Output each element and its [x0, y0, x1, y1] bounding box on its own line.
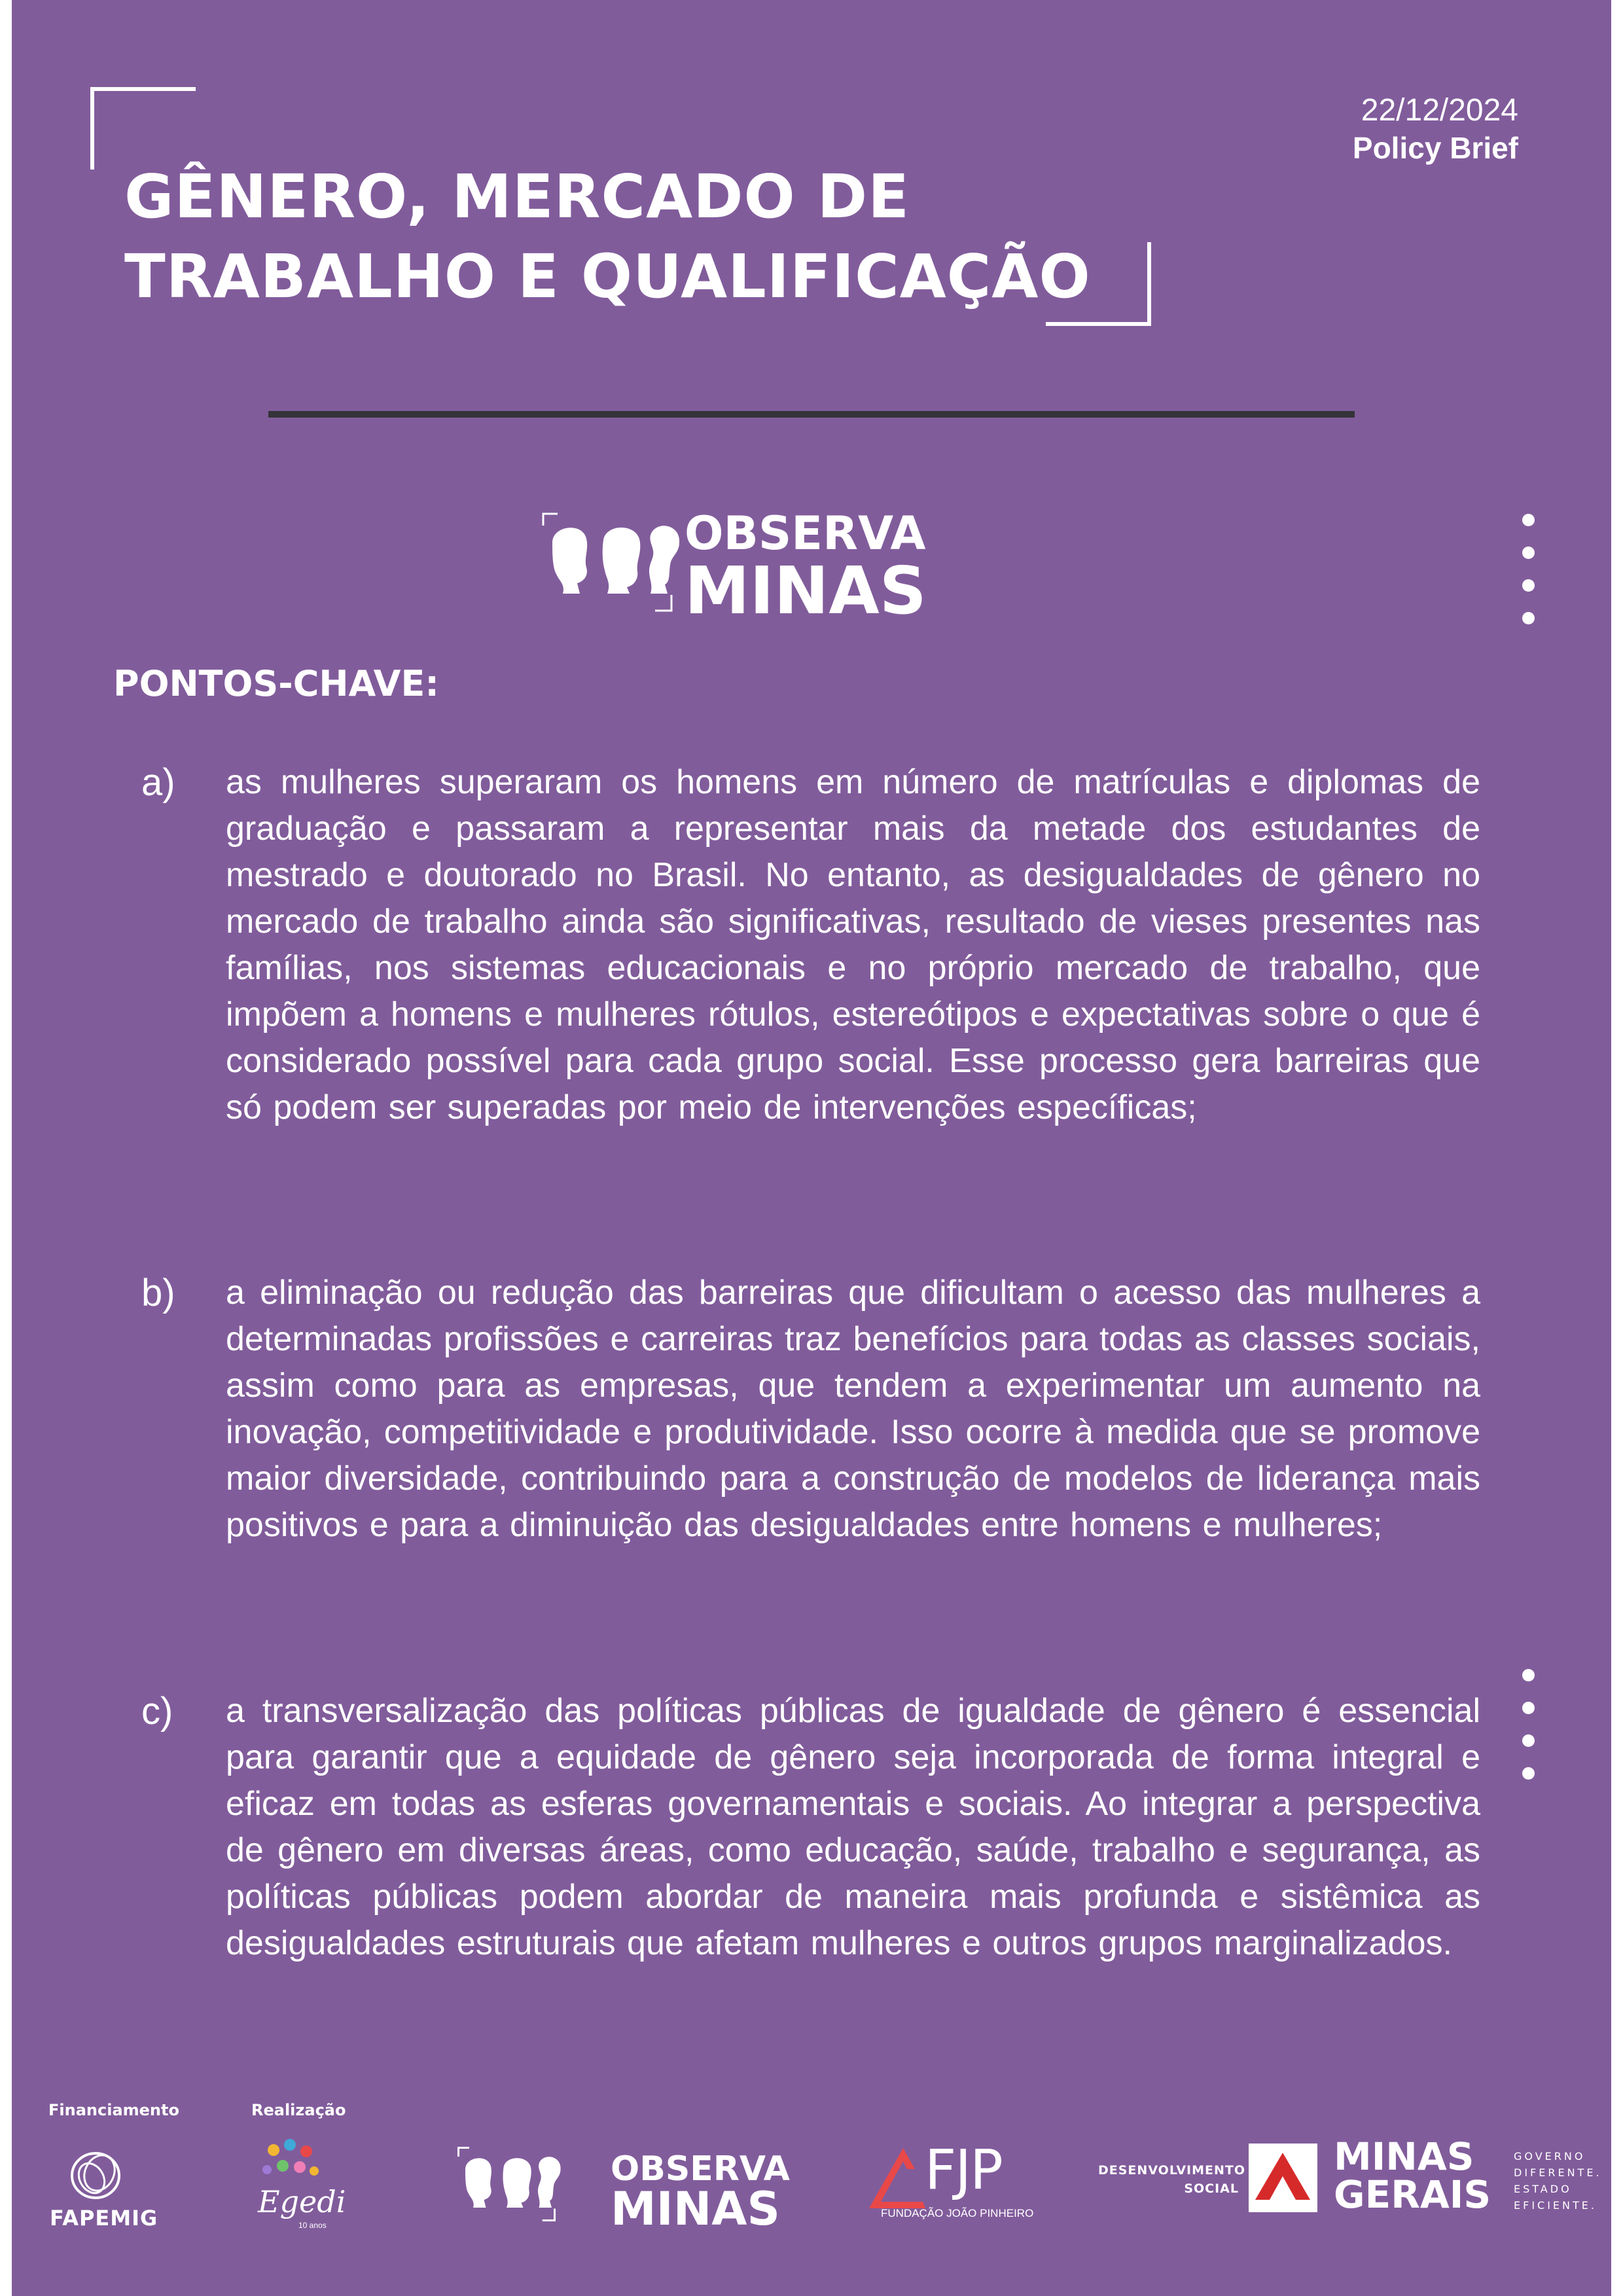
observa-minas-footer-logo: [416, 2147, 821, 2236]
footer-logo-line-1: OBSERVA: [611, 2149, 790, 2189]
women-profiles-icon: [416, 2147, 605, 2225]
key-point-text: as mulheres superaram os homens em número de matrículas e diplomas de graduação e passaram a representar mais da metade dos estudantes de mestrado e doutorado no Brasil. No entanto, as desigualdades de gênero no mercado de trabalho ainda são significativas, resultado de vieses presentes nas famílias, nos sistemas educacionais e no próprio mercado de trabalho, que impõem a homens e mulheres rótulos, estereótipos e expectativas sobre o que é considerado possível para cada grupo social. Esse processo gera barreiras que só podem ser superadas por meio de intervenções específicas;: [226, 763, 1480, 1126]
egedi-logo: [254, 2137, 346, 2232]
publication-date: 22/12/2024: [1361, 93, 1518, 128]
egedi-tagline: 10 anos: [298, 2221, 327, 2230]
minas-gerais-flag-icon: [1249, 2144, 1317, 2212]
title-line-1: GÊNERO, MERCADO DE: [124, 162, 910, 232]
key-point-a: [141, 759, 1480, 1131]
decorative-dots-top: [1522, 514, 1535, 645]
fjp-caption: FUNDAÇÃO JOÃO PINHEIRO: [881, 2207, 1034, 2219]
footer-logo-line-2: MINAS: [611, 2182, 780, 2236]
women-profiles-icon: [541, 512, 685, 617]
document-type: Policy Brief: [1352, 131, 1518, 165]
fjp-logo: [863, 2140, 1033, 2238]
egedi-wordmark: Egedi: [258, 2184, 346, 2219]
fapemig-wordmark: FAPEMIG: [50, 2206, 158, 2231]
financing-label: Financiamento: [48, 2101, 179, 2119]
key-point-marker: c): [141, 1690, 173, 1732]
key-point-text: a eliminação ou redução das barreiras que dificultam o acesso das mulheres a determinadas profissões e carreiras traz benefícios para todas as classes sociais, assim como para as empresas, que tendem a experimentar um aumento na inovação, competitividade e produtividade. Isso ocorre à medida que se promove maior diversidade, contribuindo para a construção de modelos de liderança mais positivos e para a diminuição das desigualdades entre homens e mulheres;: [226, 1274, 1480, 1544]
slogan-line-1: GOVERNO: [1514, 2150, 1586, 2162]
mg-line-1: MINAS: [1334, 2134, 1474, 2179]
logo-line-1: OBSERVA: [685, 507, 926, 560]
logo-line-2: MINAS: [685, 552, 927, 629]
fapemig-swirl-icon: [64, 2147, 130, 2206]
dev-social-line-2: SOCIAL: [1184, 2181, 1239, 2196]
minas-gerais-wordmark: [1334, 2134, 1491, 2217]
slogan-line-4: EFICIENTE.: [1514, 2199, 1597, 2212]
realization-label: Realização: [251, 2101, 346, 2119]
observa-minas-footer-wordmark: [611, 2149, 790, 2236]
mg-line-2: GERAIS: [1334, 2172, 1491, 2217]
dev-social-line-1: DESENVOLVIMENTO: [1098, 2163, 1246, 2178]
key-point-text: a transversalização das políticas públicas de igualdade de gênero é essencial para garantir que a equidade de gênero seja incorporada de forma integral e eficaz em todas as esferas governamentais e sociais. Ao integrar a perspectiva de gênero em diversas áreas, como educação, saúde, trabalho e segurança, as políticas públicas podem abordar de maneira mais profunda e sistêmica as desigualdades estruturais que afetam mulheres e outros grupos marginalizados.: [226, 1692, 1480, 1962]
date-block: [1353, 92, 1518, 166]
header-divider: [268, 411, 1355, 418]
desenvolvimento-social-label: [1098, 2161, 1246, 2198]
title-line-2: TRABALHO E QUALIFICAÇÃO: [124, 242, 1091, 312]
governo-slogan: [1514, 2148, 1602, 2214]
decorative-dots-middle: [1522, 1669, 1535, 1800]
key-point-c: [141, 1688, 1480, 1967]
observa-minas-logo: [541, 507, 1077, 629]
slogan-line-3: ESTADO: [1514, 2183, 1572, 2195]
key-point-marker: b): [141, 1272, 175, 1314]
fjp-letters: FJP: [925, 2138, 1002, 2202]
observa-minas-wordmark: [685, 507, 927, 629]
egedi-colorful-figures-icon: [254, 2137, 326, 2189]
page-title: [124, 157, 1091, 317]
key-point-b: [141, 1270, 1480, 1549]
slogan-line-2: DIFERENTE.: [1514, 2166, 1602, 2179]
key-point-marker: a): [141, 761, 175, 804]
section-title: PONTOS-CHAVE:: [113, 663, 439, 704]
fjp-triangle-icon: [863, 2145, 935, 2211]
policy-brief-page: [12, 0, 1611, 2296]
